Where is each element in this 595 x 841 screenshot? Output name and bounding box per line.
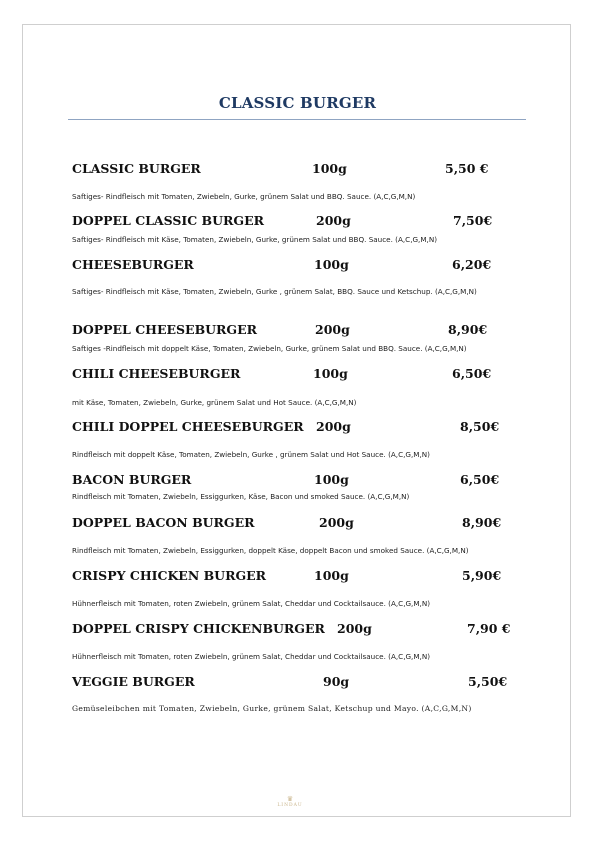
item-price: 7,50€ bbox=[453, 213, 493, 228]
item-description: Saftiges- Rindfleisch mit Tomaten, Zwiebeln, Gurke, grünem Salat und BBQ. Sauce. (A,C,G,M,N) bbox=[72, 192, 416, 201]
item-name: VEGGIE BURGER bbox=[72, 674, 195, 689]
item-name: CLASSIC BURGER bbox=[72, 161, 201, 176]
title-underline bbox=[68, 119, 526, 120]
item-name: CHILI CHEESEBURGER bbox=[72, 366, 241, 381]
item-price: 6,20€ bbox=[452, 257, 492, 272]
item-weight: 200g bbox=[316, 213, 351, 228]
item-name: CHEESEBURGER bbox=[72, 257, 194, 272]
item-description: Hühnerfleisch mit Tomaten, roten Zwiebeln, grünem Salat, Cheddar und Cocktailsauce. (A,C,G,M,N) bbox=[72, 652, 431, 661]
item-description: Rindfleisch mit Tomaten, Zwiebeln, Essiggurken, doppelt Käse, doppelt Bacon und smoked Sauce. (A,C,G,M,N) bbox=[72, 546, 469, 555]
item-price: 5,50 € bbox=[445, 161, 489, 176]
item-name: DOPPEL CRISPY CHICKENBURGER bbox=[72, 621, 325, 636]
item-price: 5,90€ bbox=[462, 568, 502, 583]
item-weight: 90g bbox=[323, 674, 350, 689]
item-weight: 100g bbox=[313, 366, 348, 381]
item-weight: 200g bbox=[337, 621, 372, 636]
item-weight: 100g bbox=[312, 161, 347, 176]
item-description: Saftiges- Rindfleisch mit Käse, Tomaten, Zwiebeln, Gurke , grünem Salat, BBQ. Sauce und Ketschup. (A,C,G,M,N) bbox=[72, 287, 477, 296]
item-weight: 100g bbox=[314, 257, 349, 272]
item-description: Saftiges- Rindfleisch mit Käse, Tomaten, Zwiebeln, Gurke, grünem Salat und BBQ. Sauce. (A,C,G,M,N) bbox=[72, 235, 438, 244]
item-weight: 100g bbox=[314, 568, 349, 583]
restaurant-logo bbox=[272, 796, 308, 809]
item-weight: 200g bbox=[319, 515, 354, 530]
item-weight: 200g bbox=[315, 322, 350, 337]
item-name: CRISPY CHICKEN BURGER bbox=[72, 568, 267, 583]
item-name: DOPPEL CHEESEBURGER bbox=[72, 322, 258, 337]
item-name: CHILI DOPPEL CHEESEBURGER bbox=[72, 419, 304, 434]
item-price: 8,90€ bbox=[448, 322, 488, 337]
item-name: DOPPEL BACON BURGER bbox=[72, 515, 255, 530]
page-title: CLASSIC BURGER bbox=[218, 94, 377, 112]
item-price: 7,90 € bbox=[467, 621, 511, 636]
item-description: Hühnerfleisch mit Tomaten, roten Zwiebeln, grünem Salat, Cheddar und Cocktailsauce. (A,C,G,M,N) bbox=[72, 599, 431, 608]
item-price: 8,90€ bbox=[462, 515, 502, 530]
item-weight: 200g bbox=[316, 419, 351, 434]
item-description: Gemüseleibchen mit Tomaten, Zwiebeln, Gurke, grünem Salat, Ketschup und Mayo. (A,C,G,M,N) bbox=[72, 704, 472, 713]
item-description: Saftiges -Rindfleisch mit doppelt Käse, Tomaten, Zwiebeln, Gurke, grünem Salat und BBQ. Sauce. (A,C,G,M,N) bbox=[72, 344, 467, 353]
item-name: BACON BURGER bbox=[72, 472, 192, 487]
item-price: 6,50€ bbox=[460, 472, 500, 487]
logo-wordmark: LINDAU bbox=[277, 803, 303, 808]
item-description: mit Käse, Tomaten, Zwiebeln, Gurke, grünem Salat und Hot Sauce. (A,C,G,M,N) bbox=[72, 398, 357, 407]
item-price: 5,50€ bbox=[468, 674, 508, 689]
item-description: Rindfleisch mit doppelt Käse, Tomaten, Zwiebeln, Gurke , grünem Salat und Hot Sauce. (A,C,G,M,N) bbox=[72, 450, 430, 459]
item-weight: 100g bbox=[314, 472, 349, 487]
item-price: 6,50€ bbox=[452, 366, 492, 381]
crown-icon: ♛ bbox=[286, 795, 294, 803]
item-price: 8,50€ bbox=[460, 419, 500, 434]
item-description: Rindfleisch mit Tomaten, Zwiebeln, Essiggurken, Käse, Bacon und smoked Sauce. (A,C,G,M,N) bbox=[72, 492, 410, 501]
item-name: DOPPEL CLASSIC BURGER bbox=[72, 213, 265, 228]
